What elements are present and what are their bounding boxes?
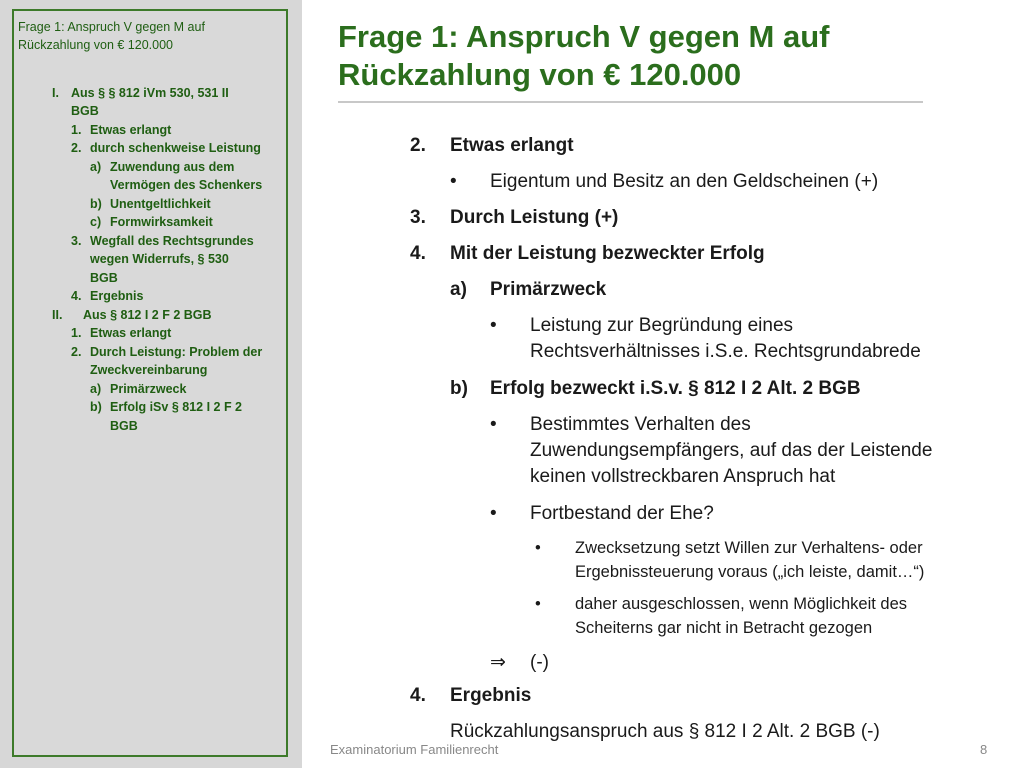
sidebar-title-line: Rückzahlung von € 120.000 (18, 38, 173, 52)
content-line: Rechtsverhältnisses i.S.e. Rechtsgrundabrede (530, 341, 921, 362)
outline-sidebar (0, 0, 302, 768)
outline-item: Zweckvereinbarung (90, 363, 208, 377)
page-title (338, 18, 938, 94)
outline-item: 1. Etwas erlangt (71, 326, 172, 340)
content-line: Scheiterns gar nicht in Betracht gezogen (575, 619, 873, 637)
outline-item: BGB (71, 104, 99, 118)
outline-item: a) Primärzweck (90, 382, 187, 396)
outline-item: BGB (90, 271, 118, 285)
footer-course: Examinatorium Familienrecht (330, 742, 499, 757)
outline-item: a) Zuwendung aus dem (90, 160, 235, 174)
content-line: 4. Ergebnis (410, 685, 532, 706)
content-line: 3. Durch Leistung (+) (410, 207, 619, 228)
content-line: Rückzahlungsanspruch aus § 812 I 2 Alt. 2 BGB (-) (450, 721, 880, 742)
content-line: • Leistung zur Begründung eines (490, 315, 794, 336)
outline-item: wegen Widerrufs, § 530 (90, 252, 229, 266)
content-line: • Eigentum und Besitz an den Geldscheinen (+) (450, 171, 879, 192)
sidebar-title-line: Frage 1: Anspruch V gegen M auf (18, 20, 205, 34)
outline-item: Vermögen des Schenkers (110, 178, 263, 192)
content-line: • Zwecksetzung setzt Willen zur Verhaltens- oder (535, 539, 923, 557)
content-line: Zuwendungsempfängers, auf das der Leistende (530, 440, 933, 461)
footer-page-number: 8 (980, 742, 988, 757)
content-line: • daher ausgeschlossen, wenn Möglichkeit des (535, 595, 908, 613)
outline-item: I. Aus § § 812 iVm 530, 531 II (52, 86, 229, 100)
outline-item: 3. Wegfall des Rechtsgrundes (71, 234, 254, 248)
content-line: a) Primärzweck (450, 279, 607, 300)
outline-item: BGB (110, 419, 138, 433)
page-title-line: Rückzahlung von € 120.000 (338, 57, 742, 92)
outline-item: b) Unentgeltlichkeit (90, 197, 211, 211)
content-line: • Fortbestand der Ehe? (490, 503, 714, 524)
title-divider (338, 101, 923, 103)
outline-item: b) Erfolg iSv § 812 I 2 F 2 (90, 400, 243, 414)
outline-item: 2. durch schenkweise Leistung (71, 141, 261, 155)
content-line: keinen vollstreckbaren Anspruch hat (530, 466, 836, 487)
outline-item: c) Formwirksamkeit (90, 215, 213, 229)
outline-item: 2. Durch Leistung: Problem der (71, 345, 263, 359)
content-line: 2. Etwas erlangt (410, 135, 574, 156)
outline-item: 1. Etwas erlangt (71, 123, 172, 137)
outline-item: II. Aus § 812 I 2 F 2 BGB (52, 308, 212, 322)
content-line: • Bestimmtes Verhalten des (490, 414, 751, 435)
implies-icon: ⇒ (490, 652, 506, 673)
content-line: 4. Mit der Leistung bezweckter Erfolg (410, 243, 765, 264)
page-title-line: Frage 1: Anspruch V gegen M auf (338, 19, 830, 54)
content-line: ⇒ (-) (490, 652, 549, 673)
outline-item: 4. Ergebnis (71, 289, 144, 303)
sidebar-title (18, 18, 258, 54)
content-line: Ergebnissteuerung voraus („ich leiste, damit…“) (575, 563, 925, 581)
content-line: b) Erfolg bezweckt i.S.v. § 812 I 2 Alt. 2 BGB (450, 378, 861, 399)
